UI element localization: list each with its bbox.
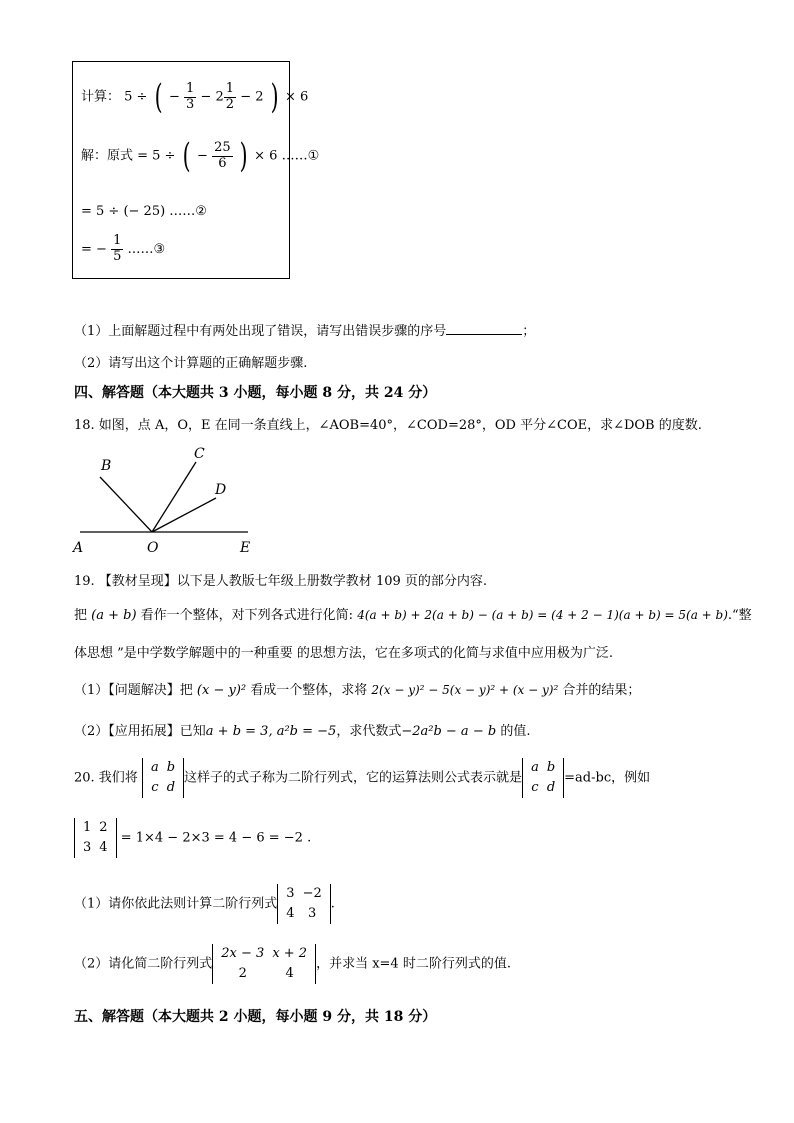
text: 的值. bbox=[500, 724, 531, 739]
expr-text: 5 ÷ bbox=[124, 89, 148, 105]
text: =ad-bc，例如 bbox=[564, 770, 651, 786]
expr-text: − 2 bbox=[200, 89, 224, 105]
determinant-part2 bbox=[212, 944, 316, 984]
worked-solution-box bbox=[72, 61, 320, 279]
text: （2）【应用拓展】已知 bbox=[74, 724, 206, 739]
math-formula: 4(a + b) + 2(a + b) − (a + b) = (4 + 2 − 1)(a + b) = 5(a + b) bbox=[357, 608, 728, 622]
numerator: 1 bbox=[113, 233, 122, 248]
numerator: 25 bbox=[214, 139, 231, 155]
angle-figure bbox=[70, 440, 270, 558]
denominator: 2 bbox=[225, 96, 235, 112]
right-paren: ) bbox=[239, 136, 248, 176]
fraction bbox=[111, 234, 123, 265]
q20-line1 bbox=[74, 758, 650, 798]
q19-part1 bbox=[74, 679, 640, 698]
box-line-3: = 5 ÷ (− 25) ……② bbox=[81, 204, 207, 219]
det-cell: a bbox=[150, 760, 159, 775]
text: （1）请你依此法则计算二阶行列式 bbox=[74, 896, 278, 912]
q20-example bbox=[74, 818, 311, 858]
q20-part1 bbox=[74, 884, 335, 924]
minus-sign: − bbox=[197, 148, 208, 164]
determinant-abcd bbox=[522, 758, 564, 798]
expr-text: × 6 bbox=[285, 89, 309, 105]
section-4-heading: 四、解答题（本大题共 3 小题，每小题 8 分，共 24 分） bbox=[74, 385, 437, 401]
left-paren: ( bbox=[182, 136, 191, 176]
det-cell: c bbox=[531, 780, 539, 795]
text: （1）【问题解决】把 bbox=[74, 683, 193, 698]
denominator: 5 bbox=[113, 248, 122, 264]
answer-blank[interactable] bbox=[446, 322, 522, 335]
det-cell: −2 bbox=[302, 886, 322, 901]
det-cell: b bbox=[166, 760, 176, 775]
label-D: D bbox=[215, 482, 227, 498]
math-term: (a + b) bbox=[91, 608, 137, 623]
q17-part2: （2）请写出这个计算题的正确解题步骤. bbox=[74, 356, 308, 371]
text: 把 bbox=[74, 608, 88, 623]
det-cell: 2 bbox=[99, 820, 108, 835]
det-cell: c bbox=[151, 780, 159, 795]
det-cell: 4 bbox=[99, 840, 108, 855]
det-cell: 4 bbox=[286, 906, 295, 921]
text: 20. 我们将 bbox=[74, 770, 138, 786]
fraction bbox=[212, 141, 233, 172]
numerator: 1 bbox=[186, 80, 195, 96]
q19-line2 bbox=[74, 604, 752, 623]
expr-text: = − bbox=[81, 241, 107, 257]
det-cell: d bbox=[546, 780, 556, 795]
label-O: O bbox=[147, 540, 159, 556]
example-result: = 1×4 − 2×3 = 4 − 6 = −2 . bbox=[120, 830, 312, 846]
q20-part2 bbox=[74, 944, 511, 984]
determinant-abcd bbox=[142, 758, 184, 798]
expr-text: ……③ bbox=[127, 241, 166, 257]
minus-sign: − bbox=[169, 89, 180, 105]
box-line-4 bbox=[81, 234, 165, 265]
determinant-part1 bbox=[277, 884, 330, 924]
ray-OB bbox=[100, 477, 152, 532]
det-cell: d bbox=[166, 780, 176, 795]
q17-part1 bbox=[74, 320, 535, 339]
text: ，求代数式 bbox=[336, 724, 402, 739]
section-5-heading: 五、解答题（本大题共 2 小题，每小题 9 分，共 18 分） bbox=[74, 1009, 437, 1025]
denominator: 6 bbox=[218, 155, 227, 171]
q18-text: 18. 如图，点 A，O，E 在同一条直线上，∠AOB=40°，∠COD=28°，OD 平分∠COE，求∠DOB 的度数. bbox=[74, 418, 702, 433]
det-cell: 3 bbox=[83, 840, 92, 855]
math-expression: −2a²b − a − b bbox=[401, 724, 497, 739]
q17-part1-text: （1）上面解题过程中有两处出现了错误，请写出错误步骤的序号 bbox=[74, 324, 447, 339]
det-cell: 3 bbox=[308, 906, 317, 921]
text: ，并求当 x=4 时二阶行列式的值. bbox=[316, 956, 511, 972]
text: .“整 bbox=[727, 608, 752, 623]
determinant-example bbox=[74, 818, 117, 858]
box-line-2 bbox=[81, 136, 320, 176]
calc-label: 计算： bbox=[81, 89, 121, 105]
text: （2）请化简二阶行列式 bbox=[74, 956, 213, 972]
label-E: E bbox=[240, 540, 251, 556]
det-cell: 2 bbox=[238, 966, 247, 981]
numerator: 1 bbox=[225, 80, 235, 96]
label-B: B bbox=[101, 458, 112, 474]
q19-part2 bbox=[74, 720, 530, 739]
math-condition: a + b = 3, a²b = −5 bbox=[205, 724, 337, 739]
label-C: C bbox=[194, 446, 205, 462]
fraction bbox=[184, 82, 196, 113]
det-cell: b bbox=[546, 760, 556, 775]
solution-label: 解：原式 = 5 ÷ bbox=[81, 148, 176, 164]
text: . bbox=[330, 896, 335, 912]
q17-part1-end: ； bbox=[522, 324, 536, 339]
det-cell: 2x − 3 bbox=[221, 946, 265, 961]
text: 这样子的式子称为二阶行列式，它的运算法则公式表示就是 bbox=[184, 770, 523, 786]
q19-line3: 体思想 ”是中学数学解题中的一种重要 的思想方法，它在多项式的化简与求值中应用极为广泛. bbox=[74, 646, 614, 661]
ray-OC bbox=[152, 462, 196, 532]
left-paren: ( bbox=[154, 77, 163, 117]
box-line-1 bbox=[81, 77, 309, 117]
math-formula: 2(x − y)² − 5(x − y)² + (x − y)² bbox=[371, 683, 559, 697]
expr-text: − 2 bbox=[240, 89, 264, 105]
label-A: A bbox=[73, 540, 84, 556]
det-cell: x + 2 bbox=[272, 946, 308, 961]
ray-OD bbox=[152, 498, 216, 532]
det-cell: 1 bbox=[83, 820, 92, 835]
det-cell: a bbox=[531, 760, 539, 775]
text: 合并的结果； bbox=[562, 683, 641, 698]
expr-text: × 6 ……① bbox=[254, 148, 320, 164]
right-paren: ) bbox=[270, 77, 279, 117]
text: 看成一个整体，求将 bbox=[250, 683, 368, 698]
fraction bbox=[224, 82, 236, 113]
det-cell: 3 bbox=[286, 886, 295, 901]
denominator: 3 bbox=[186, 96, 195, 112]
det-cell: 4 bbox=[285, 966, 294, 981]
q19-intro: 19. 【教材呈现】以下是人教版七年级上册数学教材 109 页的部分内容. bbox=[74, 574, 488, 589]
text: 看作一个整体，对下列各式进行化简: bbox=[140, 608, 354, 623]
math-term: (x − y)² bbox=[196, 683, 247, 698]
